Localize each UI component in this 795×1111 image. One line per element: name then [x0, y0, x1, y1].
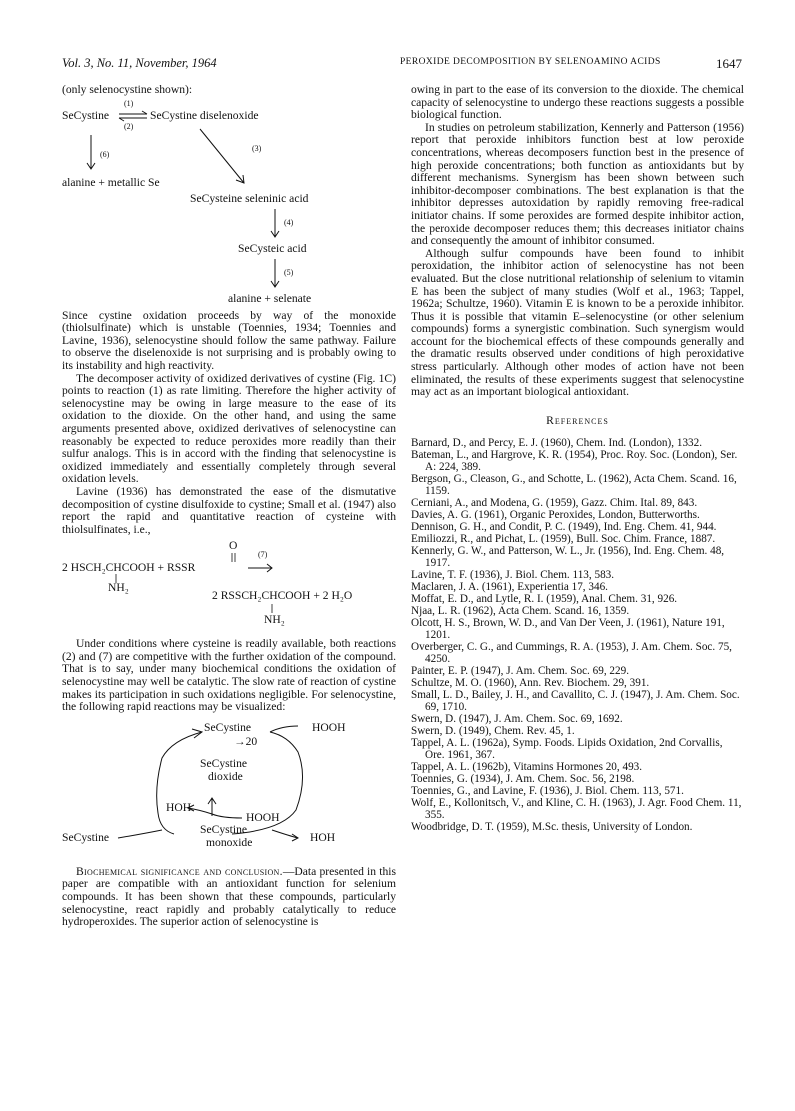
reference-entry: Bergson, G., Cleason, G., and Schotte, L. (1962), Acta Chem. Scand. 16, 1159.	[411, 473, 737, 498]
cycle-dioxide-line1: SeCystine	[200, 756, 248, 770]
cycle-monoxide-line1: SeCystine	[200, 822, 248, 836]
cycle-hoh-left: HOH	[166, 800, 192, 814]
cycle-two-o: →20	[234, 734, 258, 748]
paragraph-decomposer-activity: The decomposer activity of oxidized derivatives of cystine (Fig. 1C) points to reaction (1) as rate limiting. Therefore the higher activity of selenocystine may be owing in large measure to the ease of its oxidation to the dioxide. On the other hand, and using the same arguments presented above, oxidized derivatives of selenocystine can reasonably be expected to reduce peroxides more readily than their sulfur analogs. This is in accord with the finding that selenocystine is oxidized immediately and essentially completely through several oxidation levels.	[62, 371, 396, 486]
reference-entry: Toennies, G. (1934), J. Am. Chem. Soc. 56, 2198.	[411, 773, 635, 786]
reference-entry: Barnard, D., and Percy, E. J. (1960), Chem. Ind. (London), 1332.	[411, 437, 703, 450]
arrow-6	[86, 135, 96, 171]
reference-entry: Tappel, A. L. (1962a), Symp. Foods. Lipids Oxidation, 2nd Corvallis, Ore. 1961, 367.	[411, 737, 723, 762]
paragraph-conclusion	[62, 866, 396, 929]
conclusion-text: —Data presented in this paper are compatible with an antioxidant function for selenium compounds. It has been shown that these compounds, particularly selenocystine, react rapidly and probably catalytically to reduce hydroperoxides. The superior action of selenocystine is	[62, 864, 396, 929]
cycle-secystine-left: SeCystine	[62, 830, 110, 844]
scheme-diselenoxide: SeCystine diselenoxide	[150, 108, 259, 122]
scheme-secystine: SeCystine	[62, 108, 110, 122]
scheme-alanine-metallic-se: alanine + metallic Se	[62, 175, 160, 189]
reaction-label-6: (6)	[100, 149, 110, 159]
oxidation-scheme	[62, 97, 396, 305]
reference-entry: Maclaren, J. A. (1961), Experientia 17, 346.	[411, 581, 608, 594]
paragraph-cystine-oxidation: Since cystine oxidation proceeds by way of the monoxide (thiolsulfinate) which is unstable (Toennies, 1934; Toennies and Lavine, 1936), selenocystine should follow the same pathway. Failure to observe the diselenoxide is not surprising and is probably owing to its instability and high reactivity.	[62, 308, 396, 372]
arrow-4	[270, 209, 280, 239]
eq7-double-bond	[229, 553, 237, 563]
reaction-label-3: (3)	[252, 143, 262, 153]
paragraph-petroleum: In studies on petroleum stabilization, Kennerly and Patterson (1956) report that peroxide inhibitors function best at low peroxide concentrations, whereas decomposers function best in the presence of high peroxide concentrations; both function as antioxidants but by different mechanisms. Synergism has been shown between such inhibitor-decomposer combinations. The best explanation is that the inhibitor depresses autoxidation by rapidly removing free-radical initiator chains. If some peroxides are formed despite inhibitor action, the peroxide decomposer reduces them; this decreases initiator chains and consequently the amount of inhibitor consumed.	[411, 120, 744, 248]
reference-entry: Painter, E. P. (1947), J. Am. Chem. Soc. 69, 229.	[411, 665, 630, 678]
arrow-5	[270, 259, 280, 289]
right-column	[411, 84, 744, 833]
journal-info: Vol. 3, No. 11, November, 1964	[62, 56, 217, 70]
cycle-dioxide-line2: dioxide	[208, 769, 243, 783]
reference-list	[411, 437, 744, 833]
reference-entry: Kennerly, G. W., and Patterson, W. L., Jr. (1956), Ind. Eng. Chem. 48, 1917.	[411, 545, 725, 570]
cycle-hooh-mid: HOOH	[246, 810, 280, 824]
eq7-oxygen: O	[229, 539, 238, 553]
reaction-label-5: (5)	[284, 267, 294, 277]
references-heading: References	[546, 413, 609, 427]
eq7-nh2-left: NH₂	[108, 581, 129, 595]
scheme-secysteic-acid: SeCysteic acid	[238, 241, 307, 255]
cycle-hoh-right: HOH	[310, 830, 336, 844]
reference-entry: Njaa, L. R. (1962), Acta Chem. Scand. 16, 1359.	[411, 605, 630, 618]
reference-entry: Moffat, E. D., and Lytle, R. I. (1959), Anal. Chem. 31, 926.	[411, 593, 678, 606]
conclusion-heading: Biochemical significance and conclusion.	[76, 864, 283, 878]
eq7-rhs: 2 RSSCH₂CHCOOH + 2 H₂O	[212, 589, 353, 603]
reference-entry: Wolf, E., Kollonitsch, V., and Kline, C. H. (1963), J. Agr. Food Chem. 11, 355.	[411, 797, 742, 822]
page-number: 1647	[716, 56, 742, 71]
reference-entry: Swern, D. (1947), J. Am. Chem. Soc. 69, 1692.	[411, 713, 623, 726]
reaction-label-2: (2)	[124, 121, 134, 131]
paragraph-dioxide-conversion: owing in part to the ease of its conversion to the dioxide. The chemical capacity of selenocystine to undergo these reactions suggests a possible biological function.	[411, 83, 744, 122]
eq7-lhs: 2 HSCH₂CHCOOH + RSSR	[62, 561, 196, 575]
eq7-label: (7)	[258, 550, 268, 560]
cycle-secystine-top: SeCystine	[204, 720, 252, 734]
reference-entry: Cerniani, A., and Modena, G. (1959), Gazz. Chim. Ital. 89, 843.	[411, 497, 698, 510]
equation-7	[62, 536, 396, 612]
reference-entry: Olcott, H. S., Brown, W. D., and Van Der Veen, J. (1961), Nature 191, 1201.	[411, 617, 725, 642]
reference-entry: Overberger, C. G., and Cummings, R. A. (1953), J. Am. Chem. Soc. 75, 4250.	[411, 641, 732, 666]
scheme-alanine-selenate: alanine + selenate	[228, 291, 312, 305]
left-column	[62, 84, 396, 929]
reference-entry: Emiliozzi, R., and Pichat, L. (1959), Bull. Soc. Chim. France, 1887.	[411, 533, 716, 546]
reference-entry: Bateman, L., and Hargrove, K. R. (1954), Proc. Roy. Soc. (London), Ser. A: 224, 389.	[411, 449, 738, 474]
reference-entry: Swern, D. (1949), Chem. Rev. 45, 1.	[411, 725, 575, 738]
scheme-lead: (only selenocystine shown):	[62, 83, 193, 96]
paragraph-cysteine-conditions: Under conditions where cysteine is readily available, both reactions (2) and (7) are competitive with the further oxidation of the compound. That is to say, under many biochemical conditions the oxidation of selenocystine may well be catalytic. The slow rate of reaction of cystine makes its participation in such oxidations negligible. For selenocystine, the following rapid reactions may be visualized:	[62, 637, 396, 714]
reference-entry: Schultze, M. O. (1960), Ann. Rev. Biochem. 29, 391.	[411, 677, 650, 690]
equation-7-tail	[62, 612, 396, 634]
scheme-seleninic-acid: SeCysteine seleninic acid	[190, 191, 309, 205]
running-header	[62, 56, 742, 74]
arrow-3	[198, 129, 248, 185]
paragraph-sulfur-compounds: Although sulfur compounds have been found to inhibit peroxidation, the inhibitor action of selenocystine has not been evaluated. But the close nutritional relationship of selenium to vitamin E has been the subject of many studies (Wolf et al., 1963; Tappel, 1962a; Schultze, 1960). Vitamin E is known to be a peroxide inhibitor. Thus it is possible that vitamin E–selenocystine (or other selenium compounds) forms a synergistic combination. Such synergism would account for the biochemical effects of these compounds generally and the dramatic results observed under conditions of high peroxidative stress particularly. Although other modes of action have not been eliminated, the results of these experiments suggest that selenocystine may act as an important biological antioxidant.	[411, 246, 744, 399]
running-title: PEROXIDE DECOMPOSITION BY SELENOAMINO ACIDS	[400, 57, 661, 67]
catalytic-cycle-diagram	[62, 718, 396, 848]
reference-entry: Toennies, G., and Lavine, F. (1936), J. Biol. Chem. 113, 571.	[411, 785, 684, 798]
eq7-nh2-right: NH₂	[264, 613, 285, 627]
reference-entry: Davies, A. G. (1961), Organic Peroxides, London, Butterworths.	[411, 509, 700, 522]
equilibrium-arrow	[119, 111, 149, 121]
reference-entry: Dennison, G. H., and Condit, P. C. (1949), Ind. Eng. Chem. 41, 944.	[411, 521, 717, 534]
reference-entry: Tappel, A. L. (1962b), Vitamins Hormones 20, 493.	[411, 761, 643, 774]
reaction-label-1: (1)	[124, 98, 134, 108]
reference-entry: Small, L. D., Bailey, J. H., and Cavallito, C. J. (1947), J. Am. Chem. Soc. 69, 1710.	[411, 689, 740, 714]
reference-entry: Woodbridge, D. T. (1959), M.Sc. thesis, University of London.	[411, 821, 693, 834]
cycle-monoxide-line2: monoxide	[206, 835, 253, 849]
paragraph-lavine: Lavine (1936) has demonstrated the ease of the dismutative decomposition of cystine disulfoxide to cystine; Small et al. (1947) also report the rapid and quantitative reaction of cysteine with thiolsulfinates, i.e.,	[62, 484, 396, 536]
reaction-label-4: (4)	[284, 217, 294, 227]
eq7-arrow	[248, 564, 274, 572]
cycle-hooh-top: HOOH	[312, 720, 346, 734]
reference-entry: Lavine, T. F. (1936), J. Biol. Chem. 113, 583.	[411, 569, 615, 582]
